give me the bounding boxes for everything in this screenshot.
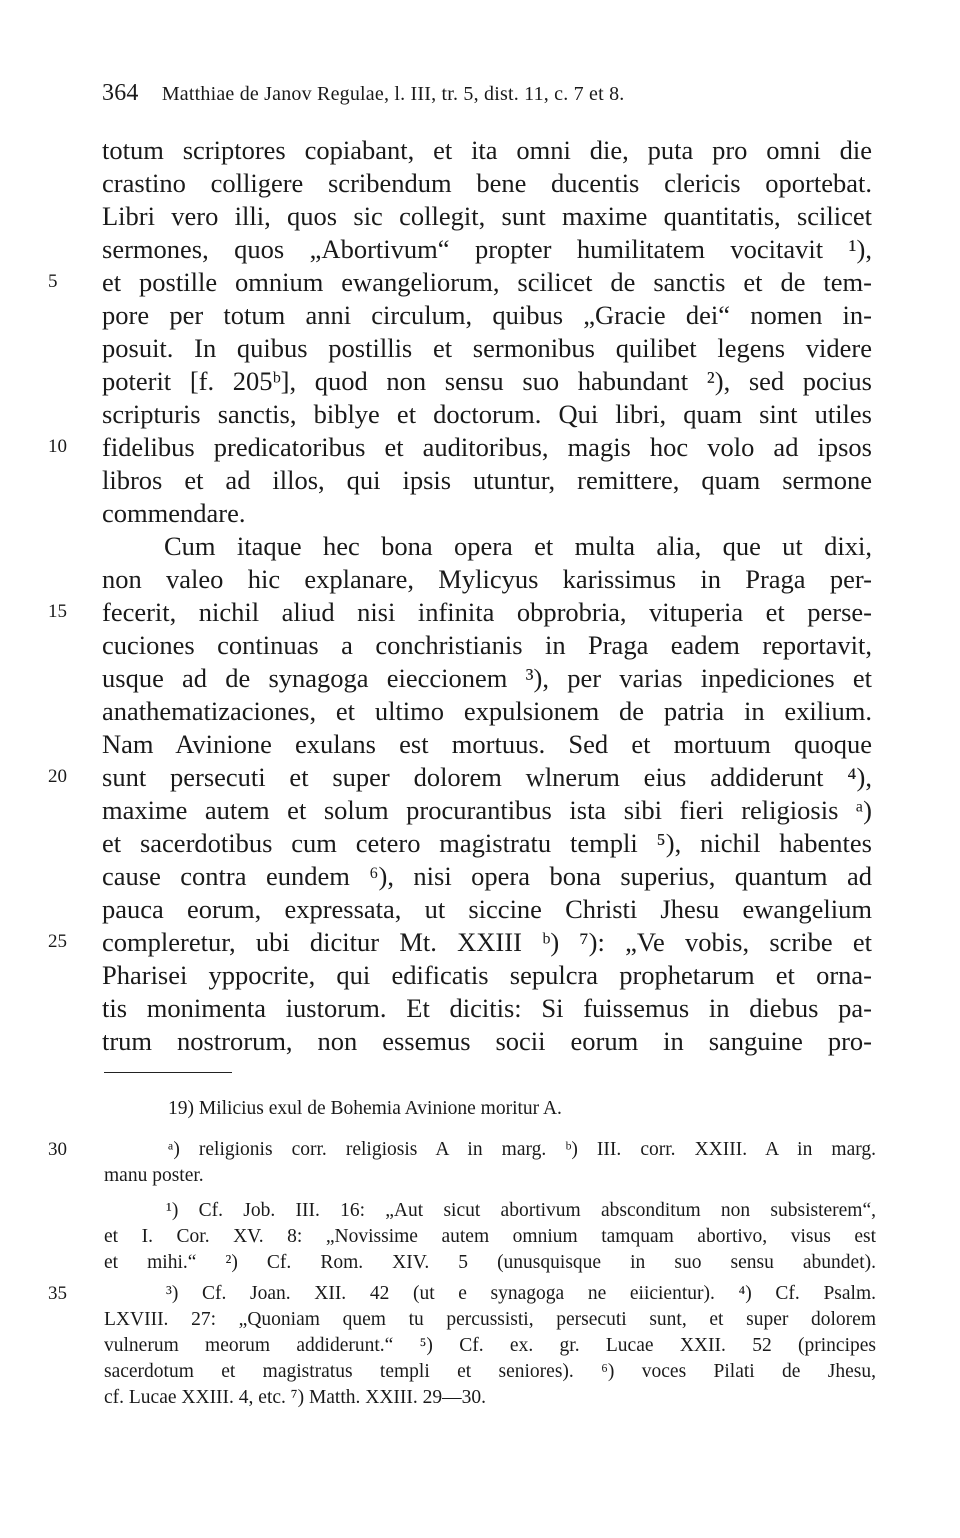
footnote-line: ¹) Cf. Job. III. 16: „Aut sicut abortivum absconditum non subsisterem“, — [166, 1200, 876, 1221]
body-line: anathematizaciones, et ultimo expulsionem de patria in exilium. — [102, 696, 872, 726]
body-line: trum nostrorum, non essemus socii eorum in sanguine pro- — [102, 1026, 872, 1056]
body-line: fecerit, nichil aliud nisi infinita obprobria, vituperia et perse- — [102, 597, 872, 627]
body-line: et sacerdotibus cum cetero magistratu templi ⁵), nichil habentes — [102, 828, 872, 858]
body-line: Libri vero illi, quos sic collegit, sunt maxime quantitatis, scilicet — [102, 201, 872, 231]
body-line: maxime autem et solum procurantibus ista sibi fieri religiosis ᵃ) — [102, 795, 872, 825]
footnote-line: et mihi.“ ²) Cf. Rom. XIV. 5 (unusquisque in suo sensu abundet). — [104, 1252, 876, 1273]
line-number: 20 — [48, 766, 67, 787]
footnote-line: manu poster. — [104, 1165, 204, 1186]
footnote-line: cf. Lucae XXIII. 4, etc. ⁷) Matth. XXIII. 29—30. — [104, 1387, 487, 1408]
footnote-line: ³) Cf. Joan. XII. 42 (ut e synagoga ne eiicientur). ⁴) Cf. Psalm. — [166, 1283, 876, 1304]
body-line: sermones, quos „Abortivum“ propter humilitatem vocitavit ¹), — [102, 234, 872, 264]
body-line: Cum itaque hec bona opera et multa alia, que ut dixi, — [164, 531, 872, 561]
footnote-line: ᵃ) religionis corr. religiosis A in marg. ᵇ) III. corr. XXIII. A in marg. — [168, 1139, 876, 1160]
body-line: commendare. — [102, 498, 246, 528]
footnote-line: sacerdotum et magistratus templi et seniores). ⁶) voces Pilati de Jhesu, — [104, 1361, 876, 1382]
body-line: pore per totum anni circulum, quibus „Gracie dei“ nomen in- — [102, 300, 872, 330]
running-header — [102, 80, 862, 107]
body-line: non valeo hic explanare, Mylicyus karissimus in Praga per- — [102, 564, 872, 594]
footnote-separator — [104, 1072, 232, 1073]
body-line: tis monimenta iustorum. Et dicitis: Si fuissemus in diebus pa- — [102, 993, 872, 1023]
line-number: 35 — [48, 1283, 67, 1304]
body-line: et postille omnium ewangeliorum, scilicet de sanctis et de tem- — [102, 267, 872, 297]
body-line: usque ad de synagoga eieccionem ³), per varias inpediciones et — [102, 663, 872, 693]
body-line: compleretur, ubi dicitur Mt. XXIII ᵇ) ⁷): „Ve vobis, scribe et — [102, 927, 872, 957]
line-number: 25 — [48, 931, 67, 952]
line-number: 5 — [48, 271, 58, 292]
footnote-line: 19) Milicius exul de Bohemia Avinione moritur A. — [168, 1098, 562, 1119]
footnote-line: LXVIII. 27: „Quoniam quem tu percussisti, persecuti sunt, et super dolorem — [104, 1309, 876, 1330]
footnote-line: vulnerum meorum addiderunt.“ ⁵) Cf. ex. gr. Lucae XXII. 52 (principes — [104, 1335, 876, 1356]
body-line: cuciones continuas a conchristianis in Praga eadem reportavit, — [102, 630, 872, 660]
body-line: fidelibus predicatoribus et auditoribus, magis hoc volo ad ipsos — [102, 432, 872, 462]
body-line: pauca eorum, expressata, ut siccine Christi Jhesu ewangelium — [102, 894, 872, 924]
body-line: Pharisei yppocrite, qui edificatis sepulcra prophetarum et orna- — [102, 960, 872, 990]
body-line: libros et ad illos, qui ipsis utuntur, remittere, quam sermone — [102, 465, 872, 495]
body-line: totum scriptores copiabant, et ita omni die, puta pro omni die — [102, 135, 872, 165]
body-line: Nam Avinione exulans est mortuus. Sed et mortuum quoque — [102, 729, 872, 759]
footnote-line: et I. Cor. XV. 8: „Novissime autem omnium tamquam abortivo, visus est — [104, 1226, 876, 1247]
page-number: 364 — [102, 80, 139, 106]
body-line: crastino colligere scribendum bene ducentis clericis oportebat. — [102, 168, 872, 198]
body-line: poterit [f. 205ᵇ], quod non sensu suo habundant ²), sed pocius — [102, 366, 872, 396]
body-line: posuit. In quibus postillis et sermonibus quilibet legens videre — [102, 333, 872, 363]
line-number: 15 — [48, 601, 67, 622]
body-line: sunt persecuti et super dolorem wlnerum eius addiderunt ⁴), — [102, 762, 872, 792]
body-line: scripturis sanctis, biblye et doctorum. Qui libri, quam sint utiles — [102, 399, 872, 429]
body-line: cause contra eundem ⁶), nisi opera bona superius, quantum ad — [102, 861, 872, 891]
running-title: Matthiae de Janov Regulae, l. III, tr. 5, dist. 11, c. 7 et 8. — [161, 83, 625, 105]
line-number: 30 — [48, 1139, 67, 1160]
line-number: 10 — [48, 436, 67, 457]
